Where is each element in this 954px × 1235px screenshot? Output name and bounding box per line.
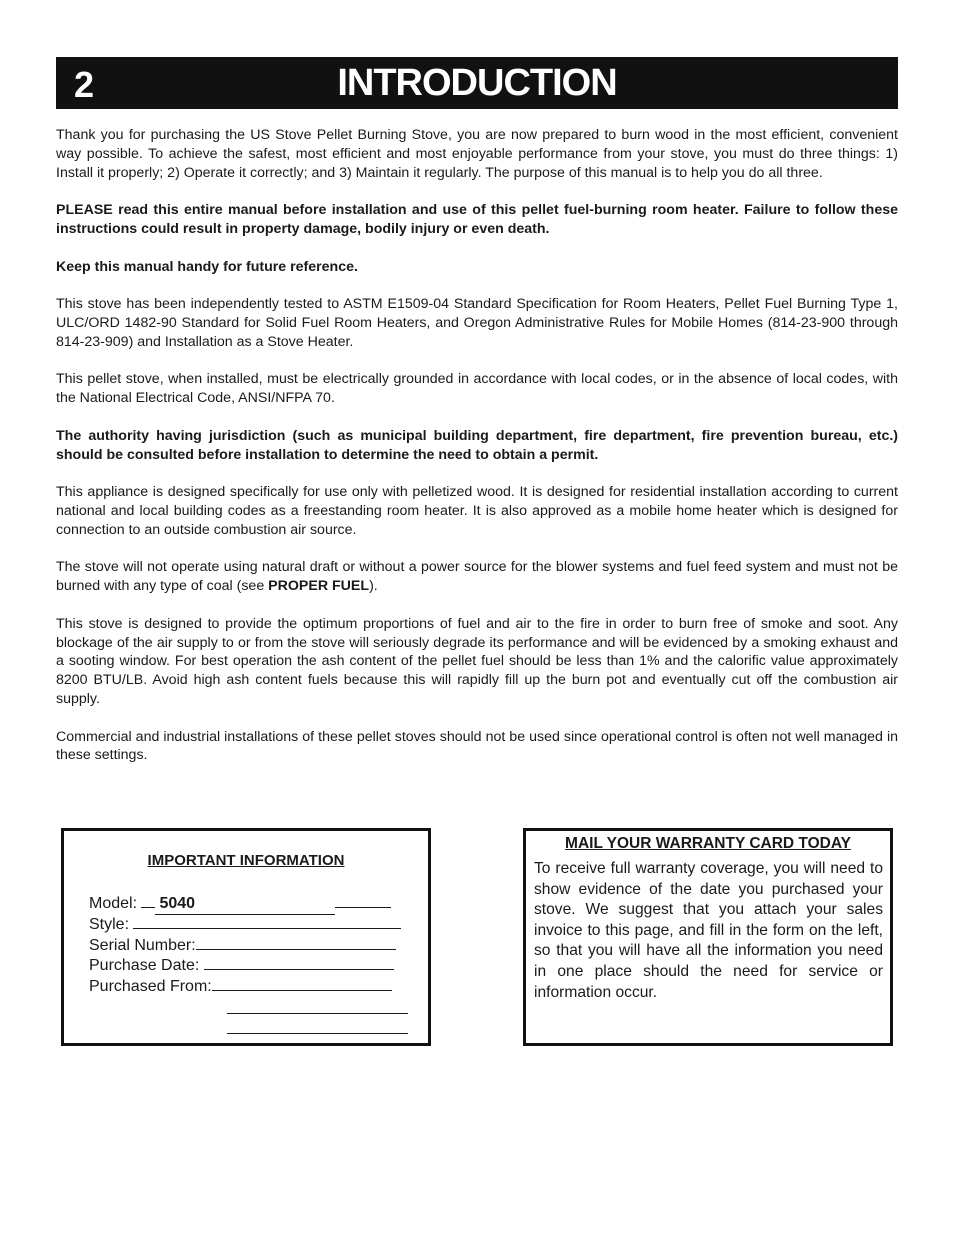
serial-number-label: Serial Number: bbox=[89, 937, 196, 954]
purchase-date-field bbox=[89, 953, 394, 976]
serial-number-input-line[interactable] bbox=[196, 933, 396, 950]
purchased-from-input-line[interactable] bbox=[212, 974, 392, 991]
paragraph-power-suffix: ). bbox=[369, 578, 378, 595]
section-header bbox=[56, 57, 898, 109]
model-value[interactable]: 5040 bbox=[155, 894, 335, 915]
purchased-from-line-2[interactable] bbox=[227, 1013, 408, 1014]
important-information-box bbox=[61, 828, 431, 1046]
paragraph-power-text: The stove will not operate using natural draft or without a power source for the blower systems and fuel feed system and must not be burned with any type of coal (see bbox=[56, 559, 898, 595]
paragraph-warning: PLEASE read this entire manual before installation and use of this pellet fuel-burning room heater. Failure to follow these instructions could result in property damage, bodily injury or even death. bbox=[56, 202, 898, 237]
paragraph-optimum: This stove is designed to provide the optimum proportions of fuel and air to the fire in order to burn free of smoke and soot. Any blockage of the air supply to or from the stove will seriously degrade its performance and will be evidenced by a smoking exhaust and a sooting window. For best operation the ash content of the pellet fuel should be less than 1% and the calorific value approximately 8200 BTU/LB. Avoid high ash content fuels because this will rapidly fill up the burn pot and eventually cut off the combustion air supply. bbox=[56, 615, 898, 707]
intro-content bbox=[56, 126, 898, 784]
paragraph-appliance: This appliance is designed specifically for use only with pelletized wood. It is designed for residential installation according to current national and local building codes as a freestanding room heater. It is also approved as a mobile home heater which is designed for connection to an outside combustion air source. bbox=[56, 484, 898, 538]
purchase-date-label: Purchase Date: bbox=[89, 957, 204, 974]
warranty-card-box bbox=[523, 828, 893, 1046]
paragraph-grounding: This pellet stove, when installed, must be electrically grounded in accordance with local codes, or in the absence of local codes, with the National Electrical Code, ANSI/NFPA 70. bbox=[56, 371, 898, 407]
paragraph-power bbox=[56, 558, 898, 596]
purchased-from-field bbox=[89, 974, 392, 997]
style-input-line[interactable] bbox=[133, 912, 401, 929]
style-field bbox=[89, 912, 401, 935]
section-number: 2 bbox=[74, 64, 95, 105]
purchased-from-label: Purchased From: bbox=[89, 978, 212, 995]
proper-fuel-reference: PROPER FUEL bbox=[268, 578, 370, 595]
purchase-date-input-line[interactable] bbox=[204, 953, 394, 970]
purchased-from-line-3[interactable] bbox=[227, 1033, 408, 1034]
paragraph-testing: This stove has been independently tested to ASTM E1509-04 Standard Specification for Room Heaters, Pellet Fuel Burning Type 1, ULC/ORD 1482-90 Standard for Solid Fuel Room Heaters, and Oregon Administrative Rules for Mobile Homes (814-23-900 through 814-23-909) and Installation as a Stove Heater. bbox=[56, 296, 898, 350]
important-information-heading: IMPORTANT INFORMATION bbox=[147, 852, 345, 869]
warranty-card-heading: MAIL YOUR WARRANTY CARD TODAY bbox=[565, 835, 851, 852]
warranty-card-body: To receive full warranty coverage, you will need to show evidence of the date you purchased your stove. We suggest that you attach your sales invoice to this page, and fill in the form on the left, so that you will have all the information you need in one place should the need for service or information occur. bbox=[534, 860, 883, 1001]
model-label: Model: bbox=[89, 895, 142, 912]
paragraph-thanks: Thank you for purchasing the US Stove Pellet Burning Stove, you are now prepared to burn wood in the most efficient, convenient way possible. To achieve the safest, most efficient and most enjoyable performance from your stove, you must do three things: 1) Install it properly; 2) Operate it correctly; and 3) Maintain it regularly. The purpose of this manual is to help you do all three. bbox=[56, 127, 898, 181]
paragraph-jurisdiction: The authority having jurisdiction (such as municipal building department, fire department, fire prevention bureau, etc.) should be consulted before installation to determine the need to obtain a permit. bbox=[56, 427, 898, 463]
page-title: INTRODUCTION bbox=[337, 62, 617, 104]
style-label: Style: bbox=[89, 916, 134, 933]
paragraph-commercial: Commercial and industrial installations of these pellet stoves should not be used since operational control is often not well managed in these settings. bbox=[56, 728, 898, 764]
paragraph-keep-manual: Keep this manual handy for future reference. bbox=[56, 258, 358, 275]
